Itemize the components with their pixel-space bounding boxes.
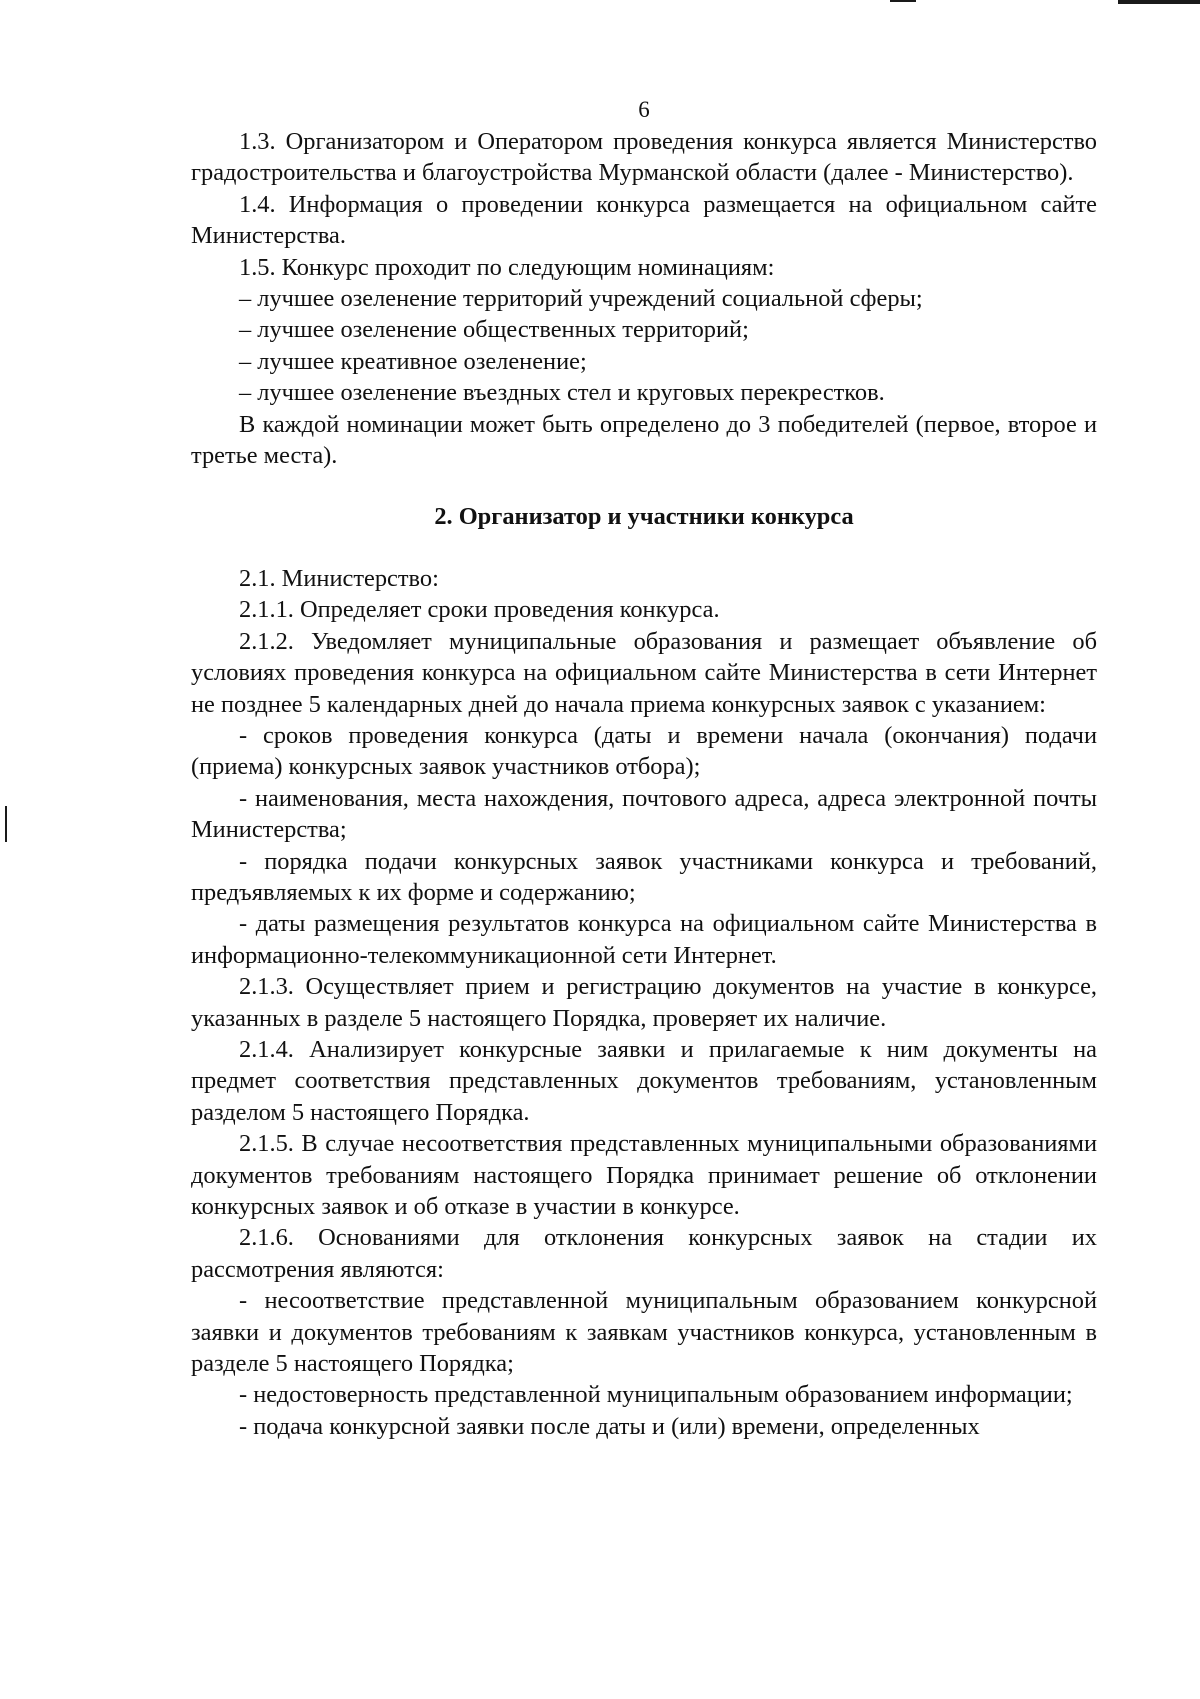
list-item: – лучшее озеленение общественных территорий; [239, 316, 749, 344]
list-item: - даты размещения результатов конкурса на официальном сайте Министерства в информационно-телекоммуникационной сети Интернет. [191, 910, 1097, 969]
paragraph: 2.1.1. Определяет сроки проведения конкурса. [239, 596, 720, 624]
list-item: - наименования, места нахождения, почтового адреса, адреса электронной почты Министерства; [191, 784, 1097, 844]
list-item: – лучшее креативное озеленение; [239, 347, 587, 375]
list-item: - подача конкурсной заявки после даты и (или) времени, определенных [239, 1412, 980, 1440]
list-item: – лучшее озеленение территорий учреждений социальной сферы; [239, 285, 923, 313]
scan-edge-mark-top [1118, 0, 1200, 4]
paragraph: 2.1.6. Основаниями для отклонения конкурсных заявок на стадии их рассмотрения являются: [191, 1224, 1097, 1283]
paragraph: 2.1.2. Уведомляет муниципальные образования и размещает объявление об условиях проведения конкурса на официальном сайте Министерства в сети Интернет не позднее 5 календарных дней до начала приема конкурсных заявок с указанием: [191, 627, 1097, 718]
paragraph: 1.3. Организатором и Оператором проведения конкурса является Министерство градостроительства и благоустройства Мурманской области (далее - Министерство). [191, 128, 1097, 187]
paragraph: 2.1.5. В случае несоответствия представленных муниципальными образованиями документов требованиям настоящего Порядка принимает решение об отклонении конкурсных заявок и об отказе в участии в конкурсе. [191, 1130, 1097, 1220]
list-item: - несоответствие представленной муниципальным образованием конкурсной заявки и документов требованиям к заявкам участников конкурса, установленным в разделе 5 настоящего Порядка; [191, 1287, 1097, 1378]
list-item: - недостоверность представленной муниципальным образованием информации; [239, 1381, 1073, 1409]
scan-edge-mark-left [5, 806, 7, 842]
section-heading: 2. Организатор и участники конкурса [434, 503, 854, 531]
list-item: - порядка подачи конкурсных заявок участниками конкурса и требований, предъявляемых к их форме и содержанию; [191, 847, 1097, 906]
list-item: – лучшее озеленение въездных стел и круговых перекрестков. [239, 379, 885, 407]
scan-edge-mark-top-small [890, 0, 916, 2]
page-number: 6 [638, 97, 650, 122]
paragraph: 1.5. Конкурс проходит по следующим номинациям: [239, 253, 775, 281]
paragraph: 2.1.3. Осуществляет прием и регистрацию документов на участие в конкурсе, указанных в разделе 5 настоящего Порядка, проверяет их наличие. [191, 973, 1097, 1032]
list-item: - сроков проведения конкурса (даты и времени начала (окончания) подачи (приема) конкурсных заявок участников отбора); [191, 721, 1097, 781]
paragraph: 2.1.4. Анализирует конкурсные заявки и прилагаемые к ним документы на предмет соответствия представленных документов требованиям, установленным разделом 5 настоящего Порядка. [191, 1035, 1097, 1126]
paragraph: В каждой номинации может быть определено до 3 победителей (первое, второе и третье места). [191, 410, 1097, 470]
paragraph: 2.1. Министерство: [239, 564, 439, 592]
document-page [191, 96, 1097, 1442]
paragraph: 1.4. Информация о проведении конкурса размещается на официальном сайте Министерства. [191, 190, 1097, 250]
